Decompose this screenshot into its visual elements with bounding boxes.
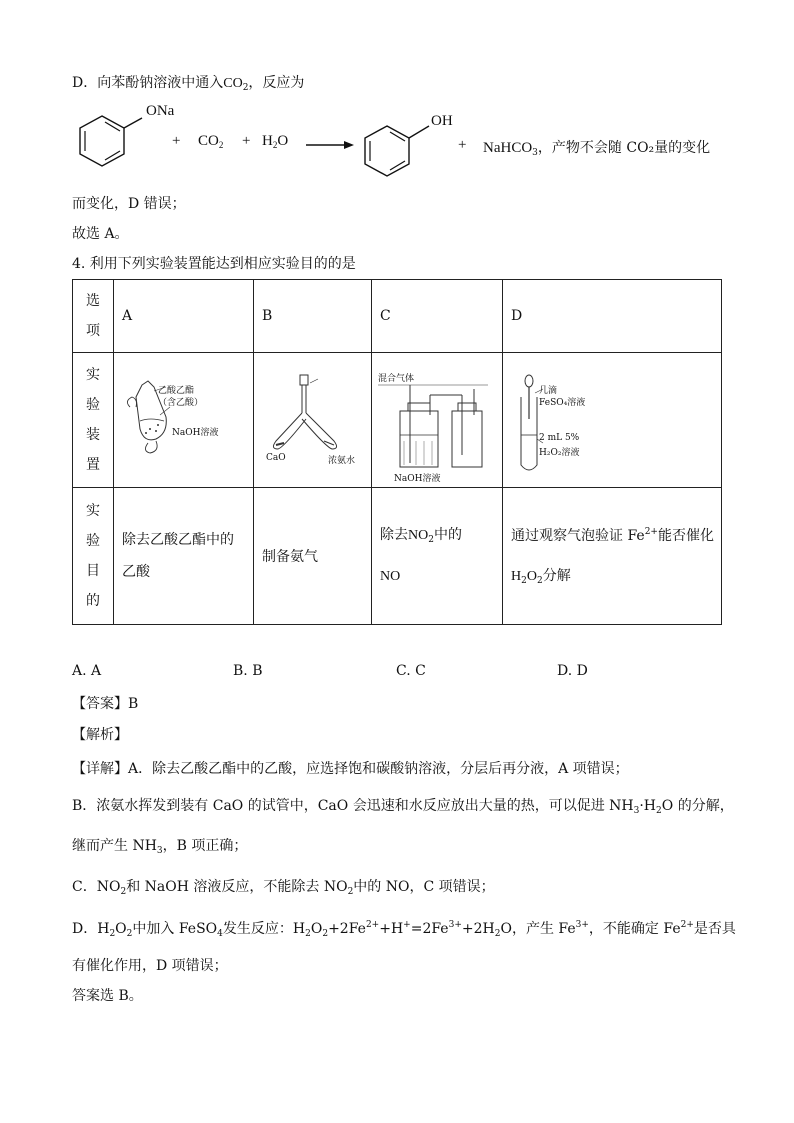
table-row bbox=[73, 488, 722, 625]
column-header-a: A bbox=[114, 280, 254, 353]
h2o-formula: $H_2O$ bbox=[262, 133, 289, 150]
plus-sign: + bbox=[172, 133, 181, 149]
reaction-arrow-icon bbox=[306, 139, 354, 151]
ona-group: ONa bbox=[146, 103, 175, 119]
purpose-a: 除去乙酸乙酯中的 乙酸 bbox=[114, 488, 254, 625]
purpose-b: 制备氨气 bbox=[254, 488, 372, 625]
purpose-d: 通过观察气泡验证 $Fe^{2+}$能否催化 $H_2O_2$分解 bbox=[503, 488, 722, 625]
detail-line-d2: 有催化作用，D 项错误； bbox=[72, 958, 228, 974]
choose-line: 故选 A。 bbox=[72, 226, 129, 242]
apparatus-c: 混合气体 NaOH溶液 bbox=[372, 353, 503, 488]
oh-group: OH bbox=[431, 113, 453, 129]
gas-wash-bottles-icon bbox=[374, 375, 492, 475]
option-b[interactable]: B. B bbox=[233, 663, 263, 679]
question-title: 4. 利用下列实验装置能达到相应实验目的的是 bbox=[72, 256, 356, 272]
answer-line: 【答案】B bbox=[72, 696, 139, 712]
detail-line-b2: 继而产生 $NH_3$，B 项正确； bbox=[72, 838, 248, 856]
row-header-purpose: 实 验 目 的 bbox=[73, 488, 114, 625]
y-tube-icon bbox=[254, 373, 362, 465]
partD-tail: 而变化，D 错误； bbox=[72, 196, 186, 212]
row-header-option: 选 项 bbox=[73, 280, 114, 353]
detail-line-d1: D．$H_2O_2$中加入 FeSO$_4$发生反应：$H_2O_2+2Fe^{2+}+H^+=2Fe^{3+}+2H_2O$，产生 $Fe^{3+}$，不能确定 $Fe^{2+}$是否具 bbox=[72, 920, 736, 939]
purpose-c: 除去$NO_2$中的 NO bbox=[372, 488, 503, 625]
table-row bbox=[73, 280, 722, 353]
plus-sign: + bbox=[242, 133, 251, 149]
option-d[interactable]: D. D bbox=[557, 663, 588, 679]
co2-formula: $CO_2$ bbox=[198, 133, 224, 150]
final-answer: 答案选 B。 bbox=[72, 988, 143, 1004]
column-header-d: D bbox=[503, 280, 722, 353]
nahco3-line: NaHCO$_3$，产物不会随 CO₂量的变化 bbox=[483, 140, 711, 158]
analysis-label: 【解析】 bbox=[72, 727, 128, 743]
partD-intro-line: D．向苯酚钠溶液中通入$CO_2$，反应为 bbox=[72, 75, 305, 93]
detail-line-a: 【详解】A．除去乙酸乙酯中的乙酸，应选择饱和碳酸钠溶液，分层后再分液，A 项错误； bbox=[72, 761, 629, 777]
apparatus-a: 乙酸乙酯 （含乙酸） NaOH溶液 bbox=[114, 353, 254, 488]
plus-sign: + bbox=[458, 137, 467, 153]
experiment-table bbox=[72, 279, 722, 625]
option-c[interactable]: C. C bbox=[396, 663, 426, 679]
column-header-b: B bbox=[254, 280, 372, 353]
table-row bbox=[73, 353, 722, 488]
option-a[interactable]: A. A bbox=[72, 663, 102, 679]
apparatus-d: 几滴 FeSO₄溶液 2 mL 5% H₂O₂溶液 bbox=[503, 353, 722, 488]
detail-line-b1: B．浓氨水挥发到装有 CaO 的试管中，CaO 会迅速和水反应放出大量的热，可以促进 $NH_3\cdot H_2O$ 的分解， bbox=[72, 798, 734, 816]
column-header-c: C bbox=[372, 280, 503, 353]
apparatus-b: CaO 浓氨水 bbox=[254, 353, 372, 488]
row-header-device: 实 验 装 置 bbox=[73, 353, 114, 488]
detail-line-c: C．$NO_2$和 NaOH 溶液反应，不能除去 $NO_2$中的 NO，C 项错误； bbox=[72, 879, 495, 897]
